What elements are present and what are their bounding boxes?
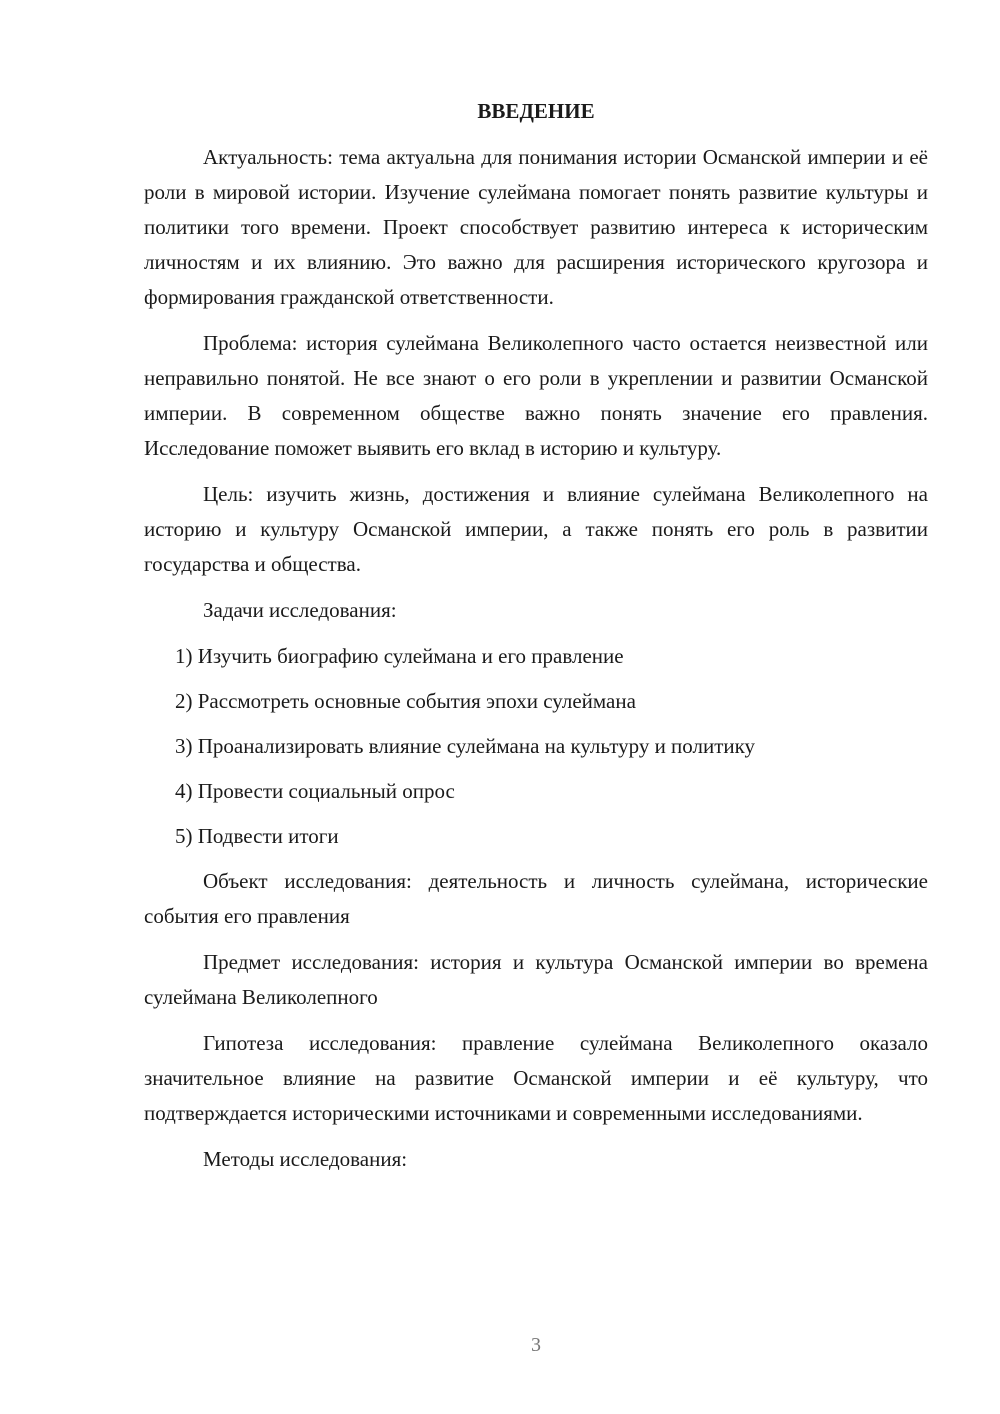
task-item: 2) Рассмотреть основные события эпохи сулеймана (175, 689, 636, 713)
object-paragraph: Объект исследования: деятельность и личность сулеймана, исторические события его правления (144, 869, 928, 928)
subject-paragraph: Предмет исследования: история и культура Османской империи во времена сулеймана Великолепного (144, 950, 928, 1009)
relevance-paragraph: Актуальность: тема актуальна для понимания истории Османской империи и её роли в мировой истории. Изучение сулеймана помогает понять развитие культуры и политики того времени. Проект способствует развитию интереса к историческим личностям и их влиянию. Это важно для расширения исторического кругозора и формирования гражданской ответственности. (144, 145, 928, 309)
task-item: 4) Провести социальный опрос (175, 779, 455, 803)
page-number: 3 (531, 1334, 541, 1356)
problem-paragraph: Проблема: история сулеймана Великолепного часто остается неизвестной или неправильно понятой. Не все знают о его роли в укреплении и развитии Османской империи. В современном обществе важно понять значение его правления. Исследование поможет выявить его вклад в историю и культуру. (144, 331, 928, 460)
task-item: 1) Изучить биографию сулеймана и его правление (175, 644, 624, 668)
tasks-heading: Задачи исследования: (203, 598, 397, 622)
task-item: 5) Подвести итоги (175, 824, 339, 848)
tasks-list (144, 639, 928, 854)
section-title: ВВЕДЕНИЕ (477, 99, 595, 123)
task-item: 3) Проанализировать влияние сулеймана на культуру и политику (175, 734, 756, 758)
goal-paragraph: Цель: изучить жизнь, достижения и влияние сулеймана Великолепного на историю и культуру Османской империи, а также понять его роль в развитии государства и общества. (144, 482, 928, 576)
methods-heading: Методы исследования: (203, 1147, 408, 1171)
document-page (144, 94, 928, 1188)
hypothesis-paragraph: Гипотеза исследования: правление сулеймана Великолепного оказало значительное влияние на развитие Османской империи и её культуру, что подтверждается историческими источниками и современными исследованиями. (144, 1031, 928, 1125)
